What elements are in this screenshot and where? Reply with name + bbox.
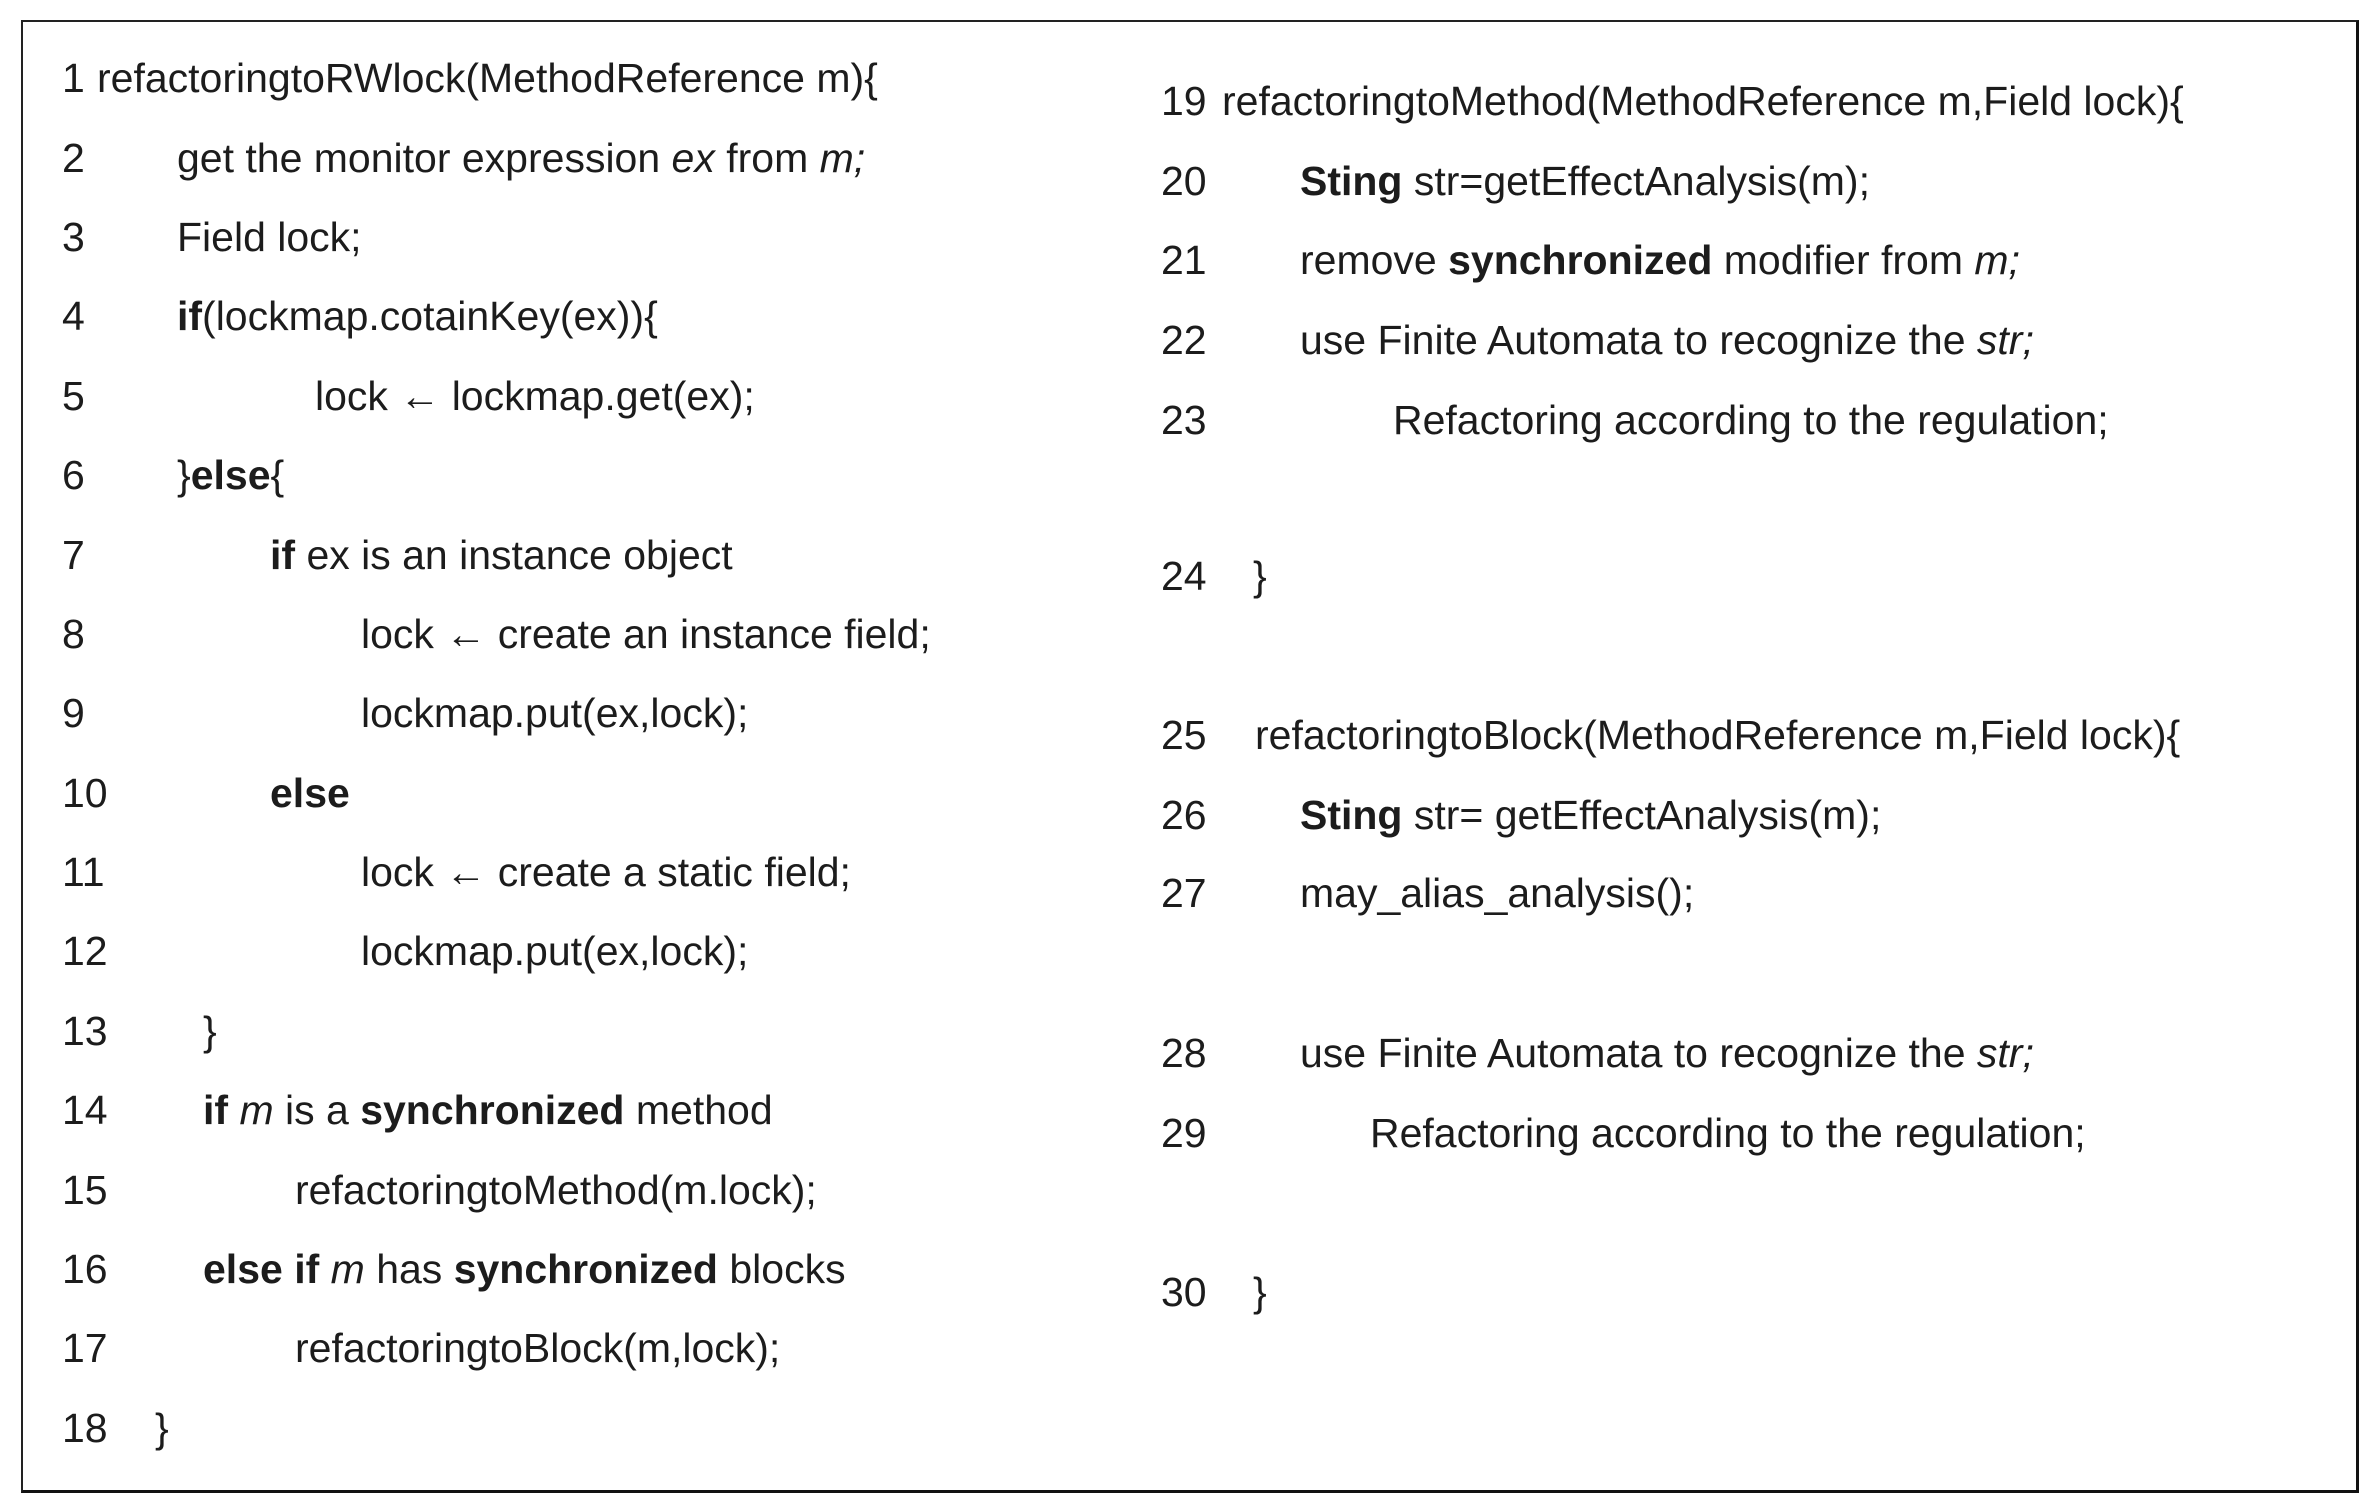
code-line [270, 532, 733, 578]
line-number: 14 [62, 1087, 108, 1133]
code-text: use Finite Automata to recognize the [1300, 1030, 1977, 1076]
code-text: is a [273, 1087, 361, 1133]
code-line [1300, 870, 1695, 916]
line-number: 24 [1161, 553, 1207, 599]
code-keyword: synchronized [360, 1087, 625, 1133]
code-variable: m; [1974, 237, 2020, 283]
code-line [1300, 792, 1882, 838]
code-variable: str; [1976, 317, 2034, 363]
code-keyword: else [270, 770, 350, 816]
code-text: method [624, 1087, 773, 1133]
code-keyword: synchronized [1448, 237, 1713, 283]
code-line [1300, 237, 2020, 283]
code-line [155, 1405, 169, 1451]
code-line [361, 690, 749, 736]
code-keyword: else [190, 452, 271, 498]
code-text: get the monitor expression [177, 135, 672, 181]
code-text: refactoringtoMethod(MethodReference m,Field lock){ [1222, 78, 2184, 124]
line-number: 2 [62, 135, 85, 181]
line-number: 1 [62, 55, 85, 101]
line-number: 23 [1161, 397, 1207, 443]
code-keyword: else if [203, 1246, 320, 1292]
code-keyword: synchronized [453, 1246, 718, 1292]
code-text: } [203, 1008, 217, 1054]
code-text: Refactoring according to the regulation; [1393, 397, 2109, 443]
code-line [203, 1008, 217, 1054]
code-text: refactoringtoRWlock(MethodReference m){ [97, 55, 878, 101]
code-line [315, 373, 755, 419]
line-number: 15 [62, 1167, 108, 1213]
code-text: ex is an instance object [295, 532, 733, 578]
code-text: modifier from [1712, 237, 1975, 283]
code-line [203, 1087, 773, 1133]
line-number: 26 [1161, 792, 1207, 838]
line-number: 25 [1161, 712, 1207, 758]
code-text: lockmap.put(ex,lock); [361, 690, 749, 736]
code-line [361, 849, 851, 895]
line-number: 18 [62, 1405, 108, 1451]
code-text: } [1253, 1269, 1267, 1315]
code-line [361, 611, 931, 657]
code-line [1255, 712, 2181, 758]
code-line [177, 293, 658, 339]
line-number: 6 [62, 452, 85, 498]
code-variable: str; [1976, 1030, 2034, 1076]
code-line [1300, 1030, 2034, 1076]
code-line [1253, 1269, 1267, 1315]
code-text: str= getEffectAnalysis(m); [1402, 792, 1882, 838]
code-text: blocks [717, 1246, 846, 1292]
code-line [361, 928, 749, 974]
line-number: 9 [62, 690, 85, 736]
line-number: 5 [62, 373, 85, 419]
code-line [177, 452, 285, 498]
code-text: Field lock; [177, 214, 362, 260]
code-text [319, 1246, 330, 1292]
code-text: may_alias_analysis(); [1300, 870, 1695, 916]
code-text: has [364, 1246, 454, 1292]
code-line [177, 135, 866, 181]
line-number: 16 [62, 1246, 108, 1292]
code-text: lock ← create an instance field; [361, 611, 931, 657]
line-number: 3 [62, 214, 85, 260]
code-line [1393, 397, 2109, 443]
line-number: 13 [62, 1008, 108, 1054]
line-number: 29 [1161, 1110, 1207, 1156]
code-text: use Finite Automata to recognize the [1300, 317, 1977, 363]
line-number: 4 [62, 293, 85, 339]
code-text: from [714, 135, 820, 181]
code-text: } [155, 1405, 169, 1451]
line-number: 7 [62, 532, 85, 578]
line-number: 21 [1161, 237, 1207, 283]
code-text: { [270, 452, 285, 498]
line-number: 11 [62, 849, 105, 895]
code-text: } [177, 452, 191, 498]
code-text: Refactoring according to the regulation; [1370, 1110, 2086, 1156]
code-variable: m [330, 1246, 365, 1292]
code-text: remove [1300, 237, 1449, 283]
code-line [270, 770, 350, 816]
line-number: 28 [1161, 1030, 1207, 1076]
code-variable: ex [671, 135, 715, 181]
code-line [1300, 158, 1870, 204]
code-text: refactoringtoMethod(m.lock); [295, 1167, 817, 1213]
line-number: 30 [1161, 1269, 1207, 1315]
code-text: lock ← lockmap.get(ex); [315, 373, 755, 419]
line-number: 10 [62, 770, 108, 816]
code-variable: m [239, 1087, 274, 1133]
code-keyword: if [177, 293, 203, 339]
code-line [177, 214, 362, 260]
code-text: } [1253, 553, 1267, 599]
code-line [1300, 317, 2034, 363]
code-line [295, 1325, 781, 1371]
code-keyword: Sting [1300, 792, 1403, 838]
line-number: 12 [62, 928, 108, 974]
code-line [1253, 553, 1267, 599]
code-text [228, 1087, 239, 1133]
code-text: str=getEffectAnalysis(m); [1402, 158, 1870, 204]
code-text: refactoringtoBlock(MethodReference m,Field lock){ [1255, 712, 2181, 758]
code-line [1222, 78, 2184, 124]
line-number: 8 [62, 611, 85, 657]
code-line [97, 55, 878, 101]
code-text: lock ← create a static field; [361, 849, 851, 895]
code-keyword: if [270, 532, 296, 578]
line-number: 20 [1161, 158, 1207, 204]
code-text: (lockmap.cotainKey(ex)){ [202, 293, 658, 339]
code-text: lockmap.put(ex,lock); [361, 928, 749, 974]
code-text: refactoringtoBlock(m,lock); [295, 1325, 781, 1371]
line-number: 17 [62, 1325, 108, 1371]
code-line [1370, 1110, 2086, 1156]
code-line [295, 1167, 817, 1213]
code-keyword: if [203, 1087, 229, 1133]
code-keyword: Sting [1300, 158, 1403, 204]
code-variable: m; [819, 135, 866, 181]
line-number: 22 [1161, 317, 1207, 363]
line-number: 27 [1161, 870, 1207, 916]
code-line [203, 1246, 846, 1292]
line-number: 19 [1161, 78, 1207, 124]
